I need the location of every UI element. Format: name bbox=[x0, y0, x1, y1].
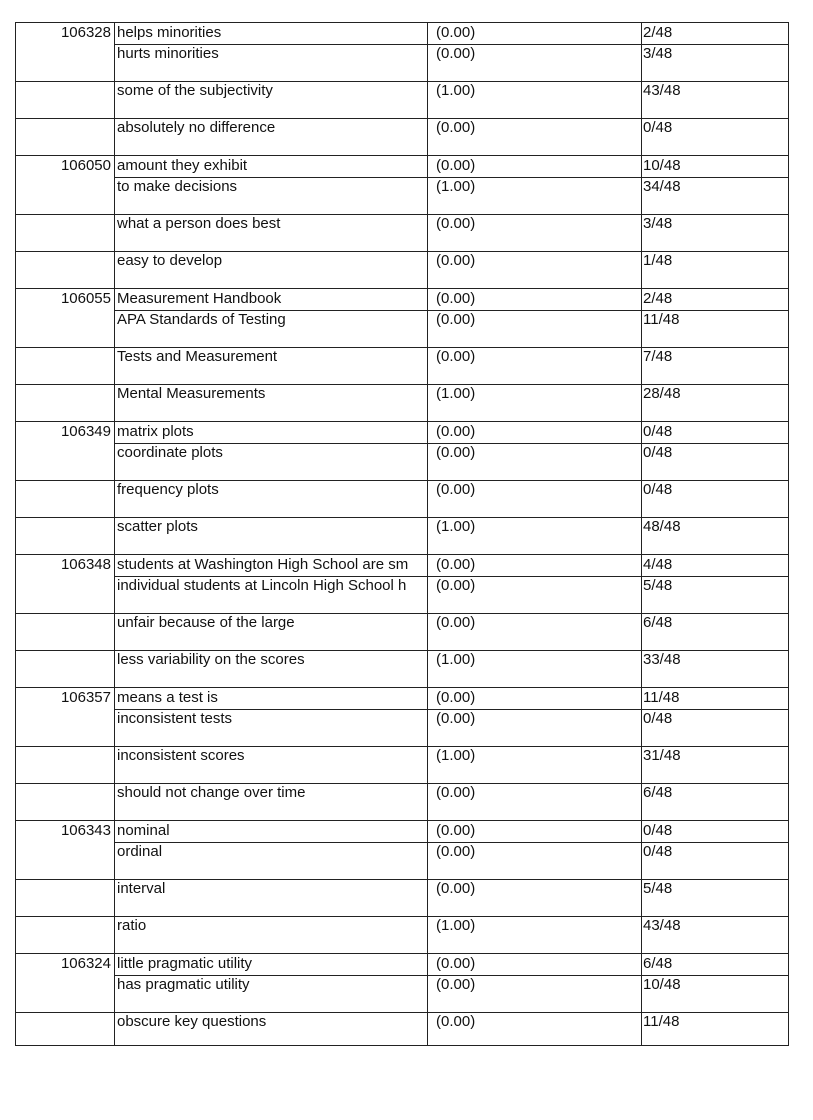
answer-score: (0.00) bbox=[436, 290, 476, 307]
answer-score: (0.00) bbox=[436, 311, 476, 328]
answer-count: 48/48 bbox=[643, 518, 681, 535]
answer-count: 2/48 bbox=[643, 24, 673, 41]
answer-text: individual students at Lincoln High School h bbox=[117, 577, 407, 594]
answer-score: (0.00) bbox=[436, 119, 476, 136]
answer-count: 34/48 bbox=[643, 178, 681, 195]
answer-count: 28/48 bbox=[643, 385, 681, 402]
answer-count: 0/48 bbox=[643, 822, 673, 839]
answer-count: 43/48 bbox=[643, 917, 681, 934]
answer-count: 0/48 bbox=[643, 423, 673, 440]
row-rule bbox=[15, 1045, 789, 1046]
answer-count: 7/48 bbox=[643, 348, 673, 365]
answer-score: (1.00) bbox=[436, 651, 476, 668]
answer-count: 43/48 bbox=[643, 82, 681, 99]
answer-text: to make decisions bbox=[117, 178, 238, 195]
question-id: 106050 bbox=[60, 157, 111, 174]
column-rule bbox=[114, 22, 115, 1046]
answer-text: ratio bbox=[117, 917, 147, 934]
answer-score: (0.00) bbox=[436, 24, 476, 41]
answer-score: (1.00) bbox=[436, 917, 476, 934]
column-rule bbox=[15, 22, 16, 1046]
answer-score: (0.00) bbox=[436, 444, 476, 461]
row-rule bbox=[15, 155, 789, 156]
answer-text: hurts minorities bbox=[117, 45, 219, 62]
answer-score: (0.00) bbox=[436, 843, 476, 860]
row-rule bbox=[15, 953, 789, 954]
answer-score: (0.00) bbox=[436, 157, 476, 174]
answer-score: (0.00) bbox=[436, 45, 476, 62]
answer-text: Tests and Measurement bbox=[117, 348, 278, 365]
answer-count: 3/48 bbox=[643, 45, 673, 62]
column-rule bbox=[641, 22, 642, 1046]
row-rule bbox=[15, 820, 789, 821]
answer-score: (0.00) bbox=[436, 252, 476, 269]
question-id: 106328 bbox=[60, 24, 111, 41]
question-id: 106357 bbox=[60, 689, 111, 706]
answer-count: 6/48 bbox=[643, 614, 673, 631]
answer-count: 3/48 bbox=[643, 215, 673, 232]
answer-score: (1.00) bbox=[436, 385, 476, 402]
answer-text: Mental Measurements bbox=[117, 385, 266, 402]
answer-text: APA Standards of Testing bbox=[117, 311, 286, 328]
answer-count: 11/48 bbox=[643, 1013, 680, 1030]
answer-text: scatter plots bbox=[117, 518, 198, 535]
answer-score: (0.00) bbox=[436, 577, 476, 594]
answer-score: (1.00) bbox=[436, 178, 476, 195]
answer-count: 0/48 bbox=[643, 710, 673, 727]
answer-score: (0.00) bbox=[436, 976, 476, 993]
row-rule bbox=[15, 22, 789, 23]
answer-count: 33/48 bbox=[643, 651, 681, 668]
column-rule bbox=[427, 22, 428, 1046]
answer-count: 0/48 bbox=[643, 444, 673, 461]
answer-text: ordinal bbox=[117, 843, 163, 860]
answer-count: 6/48 bbox=[643, 784, 673, 801]
answer-score: (0.00) bbox=[436, 689, 476, 706]
question-id: 106348 bbox=[60, 556, 111, 573]
answer-count: 11/48 bbox=[643, 311, 680, 328]
answer-count: 31/48 bbox=[643, 747, 681, 764]
answer-score: (1.00) bbox=[436, 518, 476, 535]
question-id: 106349 bbox=[60, 423, 111, 440]
question-id: 106324 bbox=[60, 955, 111, 972]
answer-text: should not change over time bbox=[117, 784, 306, 801]
answer-count: 4/48 bbox=[643, 556, 673, 573]
row-rule bbox=[15, 288, 789, 289]
answer-score: (0.00) bbox=[436, 955, 476, 972]
answer-text: frequency plots bbox=[117, 481, 219, 498]
answer-text: students at Washington High School are sm bbox=[117, 556, 409, 573]
answer-score: (1.00) bbox=[436, 82, 476, 99]
answer-text: coordinate plots bbox=[117, 444, 223, 461]
answer-count: 0/48 bbox=[643, 843, 673, 860]
row-rule bbox=[15, 421, 789, 422]
row-rule bbox=[15, 554, 789, 555]
answer-text: amount they exhibit bbox=[117, 157, 248, 174]
answer-count: 11/48 bbox=[643, 689, 680, 706]
answer-count: 1/48 bbox=[643, 252, 673, 269]
answer-score: (0.00) bbox=[436, 423, 476, 440]
answer-count: 5/48 bbox=[643, 577, 673, 594]
question-id: 106055 bbox=[60, 290, 111, 307]
answer-score: (1.00) bbox=[436, 747, 476, 764]
answer-score: (0.00) bbox=[436, 822, 476, 839]
answer-text: Measurement Handbook bbox=[117, 290, 282, 307]
question-id: 106343 bbox=[60, 822, 111, 839]
results-table bbox=[15, 22, 789, 1046]
answer-text: nominal bbox=[117, 822, 170, 839]
answer-text: interval bbox=[117, 880, 166, 897]
answer-score: (0.00) bbox=[436, 481, 476, 498]
answer-text: unfair because of the large bbox=[117, 614, 295, 631]
answer-text: matrix plots bbox=[117, 423, 194, 440]
answer-text: means a test is bbox=[117, 689, 218, 706]
answer-text: obscure key questions bbox=[117, 1013, 267, 1030]
answer-score: (0.00) bbox=[436, 614, 476, 631]
answer-count: 6/48 bbox=[643, 955, 673, 972]
answer-text: some of the subjectivity bbox=[117, 82, 273, 99]
answer-score: (0.00) bbox=[436, 215, 476, 232]
answer-score: (0.00) bbox=[436, 710, 476, 727]
answer-text: inconsistent scores bbox=[117, 747, 245, 764]
answer-text: absolutely no difference bbox=[117, 119, 276, 136]
answer-text: helps minorities bbox=[117, 24, 222, 41]
answer-score: (0.00) bbox=[436, 784, 476, 801]
answer-text: less variability on the scores bbox=[117, 651, 305, 668]
answer-text: has pragmatic utility bbox=[117, 976, 250, 993]
answer-text: inconsistent tests bbox=[117, 710, 233, 727]
answer-score: (0.00) bbox=[436, 556, 476, 573]
answer-count: 0/48 bbox=[643, 119, 673, 136]
answer-count: 10/48 bbox=[643, 976, 681, 993]
row-rule bbox=[15, 687, 789, 688]
answer-score: (0.00) bbox=[436, 880, 476, 897]
column-rule bbox=[788, 22, 789, 1046]
answer-count: 5/48 bbox=[643, 880, 673, 897]
answer-count: 0/48 bbox=[643, 481, 673, 498]
answer-score: (0.00) bbox=[436, 348, 476, 365]
answer-count: 2/48 bbox=[643, 290, 673, 307]
answer-score: (0.00) bbox=[436, 1013, 476, 1030]
answer-text: what a person does best bbox=[117, 215, 281, 232]
answer-count: 10/48 bbox=[643, 157, 681, 174]
answer-text: little pragmatic utility bbox=[117, 955, 253, 972]
answer-text: easy to develop bbox=[117, 252, 223, 269]
